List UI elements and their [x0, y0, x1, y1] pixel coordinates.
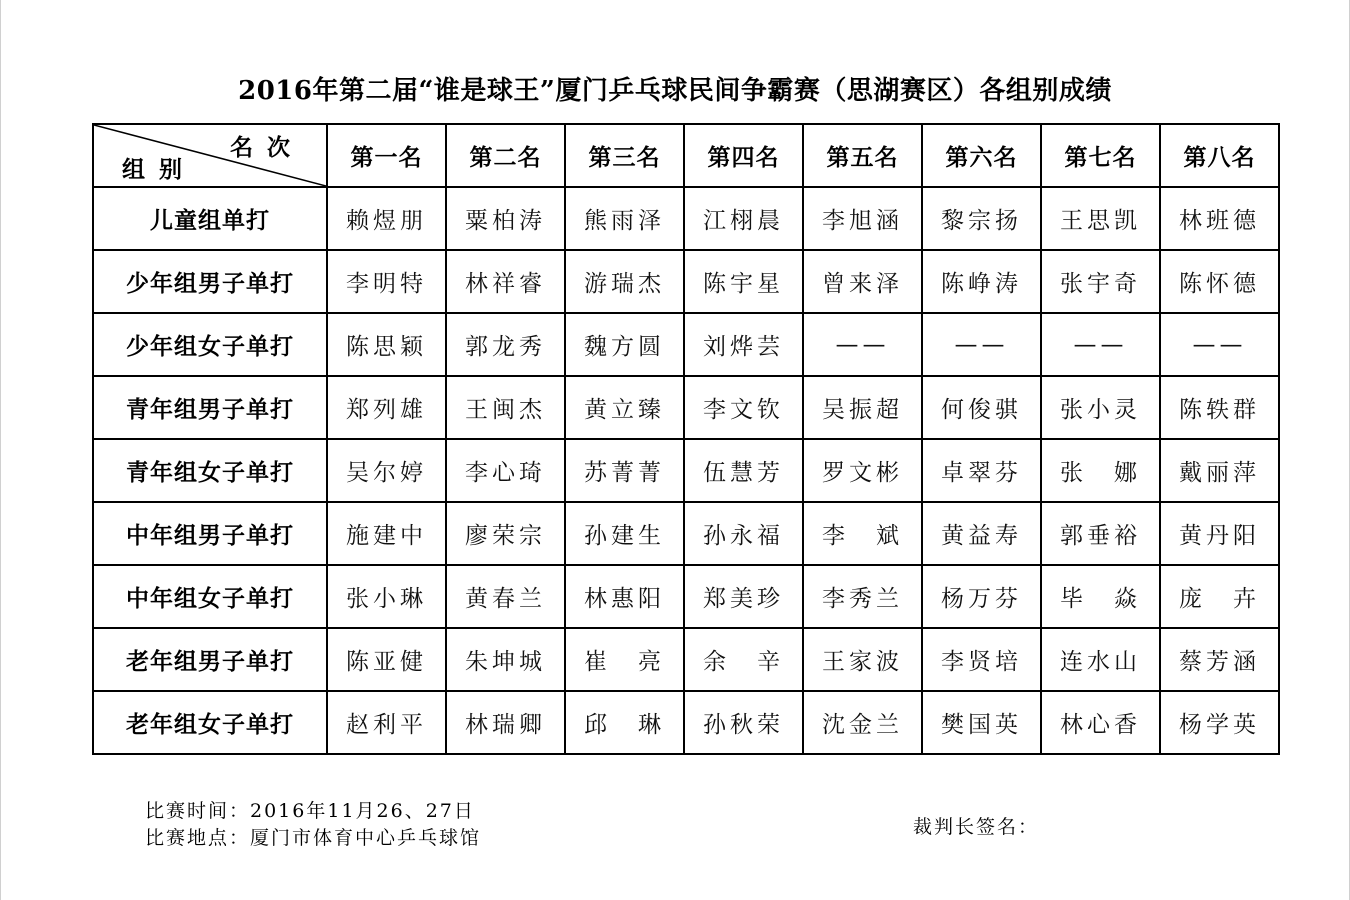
- rank-header-6: 第六名: [922, 124, 1041, 187]
- winner-name-cell: 樊国英: [922, 691, 1041, 754]
- winner-name-cell: 吴尔婷: [327, 439, 446, 502]
- group-name-cell: 老年组男子单打: [93, 628, 327, 691]
- winner-name-cell: 李 斌: [803, 502, 922, 565]
- page-left-border: [0, 0, 1, 900]
- table-row: [93, 313, 1279, 376]
- winner-name-cell: 粟柏涛: [446, 187, 565, 250]
- winner-name-cell: 李旭涵: [803, 187, 922, 250]
- winner-name-cell: 陈轶群: [1160, 376, 1279, 439]
- table-row: [93, 376, 1279, 439]
- winner-name-cell: 陈思颖: [327, 313, 446, 376]
- corner-header-cell: [93, 124, 327, 187]
- winner-name-cell: 陈怀德: [1160, 250, 1279, 313]
- winner-name-cell: 蔡芳涵: [1160, 628, 1279, 691]
- rank-header-1: 第一名: [327, 124, 446, 187]
- group-name-cell: 中年组男子单打: [93, 502, 327, 565]
- winner-name-cell: 苏菁菁: [565, 439, 684, 502]
- group-name-cell: 少年组女子单打: [93, 313, 327, 376]
- winner-name-cell: 杨万芬: [922, 565, 1041, 628]
- rank-header-5: 第五名: [803, 124, 922, 187]
- winner-name-cell: 李贤培: [922, 628, 1041, 691]
- winner-name-cell: 伍慧芳: [684, 439, 803, 502]
- winner-name-cell: 江栩晨: [684, 187, 803, 250]
- winner-name-cell: 黄春兰: [446, 565, 565, 628]
- table-row: [93, 565, 1279, 628]
- winner-name-cell: 曾来泽: [803, 250, 922, 313]
- winner-name-cell: 赖煜朋: [327, 187, 446, 250]
- winner-name-cell: 戴丽萍: [1160, 439, 1279, 502]
- winner-name-cell: ——: [803, 313, 922, 376]
- winner-name-cell: 黎宗扬: [922, 187, 1041, 250]
- winner-name-cell: 李文钦: [684, 376, 803, 439]
- winner-name-cell: 卓翠芬: [922, 439, 1041, 502]
- group-name-cell: 老年组女子单打: [93, 691, 327, 754]
- winner-name-cell: 李心琦: [446, 439, 565, 502]
- winner-name-cell: 林祥睿: [446, 250, 565, 313]
- group-name-cell: 中年组女子单打: [93, 565, 327, 628]
- winner-name-cell: 罗文彬: [803, 439, 922, 502]
- winner-name-cell: 施建中: [327, 502, 446, 565]
- results-table: [92, 123, 1280, 755]
- rank-header-2: 第二名: [446, 124, 565, 187]
- winner-name-cell: 郑列雄: [327, 376, 446, 439]
- winner-name-cell: 邱 琳: [565, 691, 684, 754]
- winner-name-cell: 连水山: [1041, 628, 1160, 691]
- group-name-cell: 儿童组单打: [93, 187, 327, 250]
- winner-name-cell: 庞 卉: [1160, 565, 1279, 628]
- table-row: [93, 439, 1279, 502]
- winner-name-cell: 黄立臻: [565, 376, 684, 439]
- winner-name-cell: 陈宇星: [684, 250, 803, 313]
- winner-name-cell: 林瑞卿: [446, 691, 565, 754]
- winner-name-cell: 李秀兰: [803, 565, 922, 628]
- winner-name-cell: 郑美珍: [684, 565, 803, 628]
- winner-name-cell: 朱坤城: [446, 628, 565, 691]
- winner-name-cell: 林心香: [1041, 691, 1160, 754]
- winner-name-cell: 崔 亮: [565, 628, 684, 691]
- winner-name-cell: 何俊骐: [922, 376, 1041, 439]
- winner-name-cell: 郭龙秀: [446, 313, 565, 376]
- winner-name-cell: 陈亚健: [327, 628, 446, 691]
- winner-name-cell: 张 娜: [1041, 439, 1160, 502]
- winner-name-cell: 黄丹阳: [1160, 502, 1279, 565]
- corner-group-label: 组别: [122, 157, 196, 183]
- winner-name-cell: 孙秋荣: [684, 691, 803, 754]
- winner-name-cell: 游瑞杰: [565, 250, 684, 313]
- referee-signature-label: 裁判长签名：: [913, 816, 1040, 838]
- corner-rank-label: 名次: [230, 135, 304, 161]
- winner-name-cell: 王家波: [803, 628, 922, 691]
- winner-name-cell: 杨学英: [1160, 691, 1279, 754]
- winner-name-cell: 张小琳: [327, 565, 446, 628]
- winner-name-cell: 吴振超: [803, 376, 922, 439]
- rank-header-7: 第七名: [1041, 124, 1160, 187]
- winner-name-cell: 林班德: [1160, 187, 1279, 250]
- winner-name-cell: ——: [1041, 313, 1160, 376]
- winner-name-cell: 王闽杰: [446, 376, 565, 439]
- winner-name-cell: 孙建生: [565, 502, 684, 565]
- match-venue: 比赛地点：厦门市体育中心乒乓球馆: [145, 827, 482, 849]
- winner-name-cell: 郭垂裕: [1041, 502, 1160, 565]
- winner-name-cell: 魏方圆: [565, 313, 684, 376]
- rank-header-3: 第三名: [565, 124, 684, 187]
- match-time: 比赛时间：2016年11月26、27日: [145, 800, 475, 822]
- winner-name-cell: 王思凯: [1041, 187, 1160, 250]
- winner-name-cell: 沈金兰: [803, 691, 922, 754]
- table-row: [93, 691, 1279, 754]
- winner-name-cell: 赵利平: [327, 691, 446, 754]
- winner-name-cell: 张宇奇: [1041, 250, 1160, 313]
- winner-name-cell: 廖荣宗: [446, 502, 565, 565]
- winner-name-cell: 刘烨芸: [684, 313, 803, 376]
- table-row: [93, 187, 1279, 250]
- header-row: [93, 124, 1279, 187]
- rank-header-4: 第四名: [684, 124, 803, 187]
- table-row: [93, 628, 1279, 691]
- group-name-cell: 青年组女子单打: [93, 439, 327, 502]
- rank-header-8: 第八名: [1160, 124, 1279, 187]
- table-row: [93, 502, 1279, 565]
- winner-name-cell: 张小灵: [1041, 376, 1160, 439]
- winner-name-cell: 毕 焱: [1041, 565, 1160, 628]
- winner-name-cell: 余 辛: [684, 628, 803, 691]
- winner-name-cell: ——: [1160, 313, 1279, 376]
- table-row: [93, 250, 1279, 313]
- winner-name-cell: 李明特: [327, 250, 446, 313]
- page-title: 2016年第二届“谁是球王”厦门乒乓球民间争霸赛（思湖赛区）各组别成绩: [238, 76, 1112, 106]
- winner-name-cell: 陈峥涛: [922, 250, 1041, 313]
- winner-name-cell: 孙永福: [684, 502, 803, 565]
- winner-name-cell: 黄益寿: [922, 502, 1041, 565]
- winner-name-cell: 林惠阳: [565, 565, 684, 628]
- group-name-cell: 青年组男子单打: [93, 376, 327, 439]
- winner-name-cell: 熊雨泽: [565, 187, 684, 250]
- group-name-cell: 少年组男子单打: [93, 250, 327, 313]
- winner-name-cell: ——: [922, 313, 1041, 376]
